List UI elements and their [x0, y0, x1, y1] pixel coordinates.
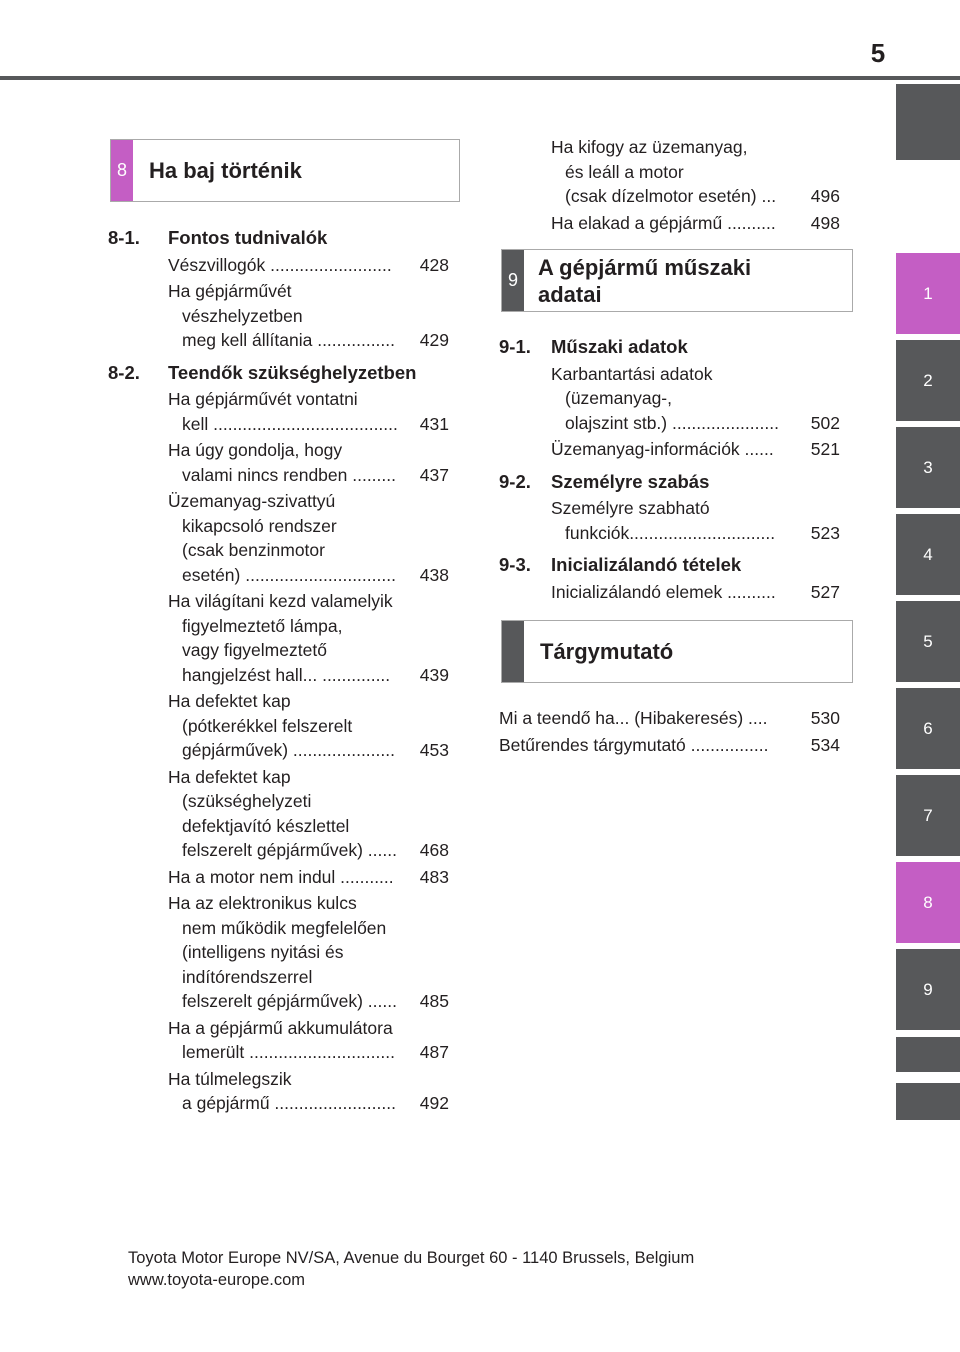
section-header-8 [110, 139, 460, 202]
toc-entry-page: 521 [810, 439, 840, 459]
toc-entry-text: Ha világítani kezd valamelyik figyelmeztető lámpa, vagy figyelmeztető hangjelzést hall... .............. [168, 591, 393, 685]
chapter-tab-1[interactable]: 1 [896, 253, 960, 334]
toc-entry-page: 502 [810, 412, 840, 433]
chapter-title: Személyre szabás [551, 470, 710, 492]
toc-left-column [108, 226, 449, 1118]
toc-entry-text: Ha defektet kap (pótkerékkel felszerelt gépjárművek) ..................... [168, 691, 395, 760]
toc-entry-text: Üzemanyag-szivattyú kikapcsoló rendszer (csak benzinmotor esetén) ............................... [168, 491, 396, 585]
toc-entry-text: Inicializálandó elemek .......... [551, 581, 776, 602]
toc-entry-text: Üzemanyag-információk ...... [551, 439, 774, 459]
toc-entry-page: 431 [419, 413, 449, 434]
toc-entry-page: 437 [419, 464, 449, 485]
toc-entry-page: 429 [419, 330, 449, 350]
chapter-title: Fontos tudnivalók [168, 227, 328, 248]
chapter-tab-2[interactable]: 2 [896, 340, 960, 421]
toc-entry-text: Ha a motor nem indul ........... [168, 866, 394, 887]
toc-entry[interactable] [168, 765, 449, 863]
chapter-number: 9-1. [499, 336, 531, 357]
toc-entry[interactable] [168, 865, 449, 890]
toc-entry[interactable] [168, 438, 449, 487]
chapter-tab-5[interactable]: 5 [896, 601, 960, 682]
chapter-number: 9-3. [499, 554, 531, 575]
toc-entry[interactable] [168, 279, 449, 353]
index-entry-text: Betűrendes tárgymutató ................ [499, 734, 769, 755]
footer-url[interactable]: www.toyota-europe.com [128, 1271, 305, 1289]
section-marker [502, 621, 524, 682]
section-number-badge: 9 [502, 250, 524, 311]
toc-entry-page: 485 [419, 991, 449, 1011]
toc-entry-page: 439 [419, 664, 449, 685]
toc-entry[interactable] [551, 580, 840, 605]
index-entry-page: 530 [810, 708, 840, 728]
chapter-heading [108, 361, 449, 386]
toc-entry-page: 483 [419, 866, 449, 887]
chapter-tab-blank[interactable] [896, 1037, 960, 1072]
chapter-number: 8-2. [108, 361, 140, 383]
toc-entry-page: 428 [419, 254, 449, 275]
toc-right-top [499, 135, 840, 237]
toc-entry[interactable] [168, 489, 449, 587]
toc-entry-text: Ha az elektronikus kulcs nem működik megfelelően (intelligens nyitási és indítórendszerrel felszerelt gépjárművek) ...... [168, 893, 397, 1011]
toc-entry-text: Karbantartási adatok (üzemanyag-, olajszint stb.) ...................... [551, 363, 779, 433]
section-header-index [501, 620, 853, 683]
section-title: A gépjármű műszaki adatai [538, 254, 752, 307]
toc-entry-text: Személyre szabható funkciók.............................. [551, 498, 776, 543]
toc-entry[interactable] [551, 437, 840, 462]
toc-entry[interactable] [168, 589, 449, 687]
section-title: Tárgymutató [540, 639, 674, 664]
toc-entry[interactable] [551, 211, 840, 236]
toc-entry-page: 492 [419, 1093, 449, 1113]
toc-entry-page: 496 [810, 186, 840, 206]
section-number-badge: 8 [111, 140, 133, 201]
toc-entry-text: Ha túlmelegszik a gépjármű ......................... [168, 1068, 396, 1113]
chapter-tab-9[interactable]: 9 [896, 949, 960, 1030]
chapter-tab-8[interactable]: 8 [896, 862, 960, 943]
toc-entry-text: Vészvillogók ......................... [168, 254, 392, 275]
chapter-title: Inicializálandó tételek [551, 554, 742, 575]
toc-entry-page: 438 [419, 564, 449, 585]
toc-entry-text: Ha gépjárművét vontatni kell ...................................... [168, 389, 398, 434]
footer [128, 1247, 694, 1291]
index-entry-text: Mi a teendő ha... (Hibakeresés) .... [499, 708, 768, 728]
chapter-heading [499, 335, 840, 360]
toc-entry[interactable] [168, 1067, 449, 1116]
chapter-tab-7[interactable]: 7 [896, 775, 960, 856]
footer-address: Toyota Motor Europe NV/SA, Avenue du Bourget 60 - 1140 Brussels, Belgium [128, 1249, 695, 1267]
toc-right-middle [499, 335, 840, 606]
toc-entry-text: Ha defektet kap (szükséghelyzeti defektjavító készlettel felszerelt gépjárművek) ...... [168, 766, 397, 860]
toc-entry-text: Ha kifogy az üzemanyag, és leáll a motor (csak dízelmotor esetén) ... [551, 137, 777, 206]
header-rule [0, 76, 960, 80]
chapter-tab-3[interactable]: 3 [896, 427, 960, 508]
toc-entry[interactable] [168, 891, 449, 1014]
toc-entry-text: Ha elakad a gépjármű .......... [551, 212, 776, 233]
toc-entry[interactable] [551, 135, 840, 209]
toc-entry[interactable] [551, 362, 840, 436]
toc-entry-text: Ha úgy gondolja, hogy valami nincs rendben ......... [168, 440, 396, 485]
index-entry[interactable] [499, 733, 840, 758]
toc-entry[interactable] [551, 496, 840, 545]
toc-entry-text: Ha gépjárművét vészhelyzetben meg kell állítania ................ [168, 281, 395, 350]
toc-entry-text: Ha a gépjármű akkumulátora lemerült .............................. [168, 1017, 395, 1062]
chapter-heading [108, 226, 449, 251]
chapter-heading [499, 470, 840, 495]
toc-entry[interactable] [168, 387, 449, 436]
section-title: Ha baj történik [149, 158, 302, 183]
chapter-title: Teendők szükséghelyzetben [168, 361, 417, 383]
toc-entry-page: 498 [810, 212, 840, 233]
index-entry[interactable] [499, 706, 840, 731]
toc-entry-page: 453 [419, 740, 449, 760]
toc-entry-page: 487 [419, 1042, 449, 1062]
toc-index-entries [499, 706, 840, 759]
chapter-number: 8-1. [108, 227, 140, 248]
toc-entry[interactable] [168, 1016, 449, 1065]
chapter-title: Műszaki adatok [551, 336, 688, 357]
index-entry-page: 534 [810, 734, 840, 755]
page-number: 5 [870, 38, 886, 68]
chapter-number: 9-2. [499, 470, 531, 492]
section-header-9 [501, 249, 853, 312]
toc-entry-page: 468 [419, 840, 449, 860]
toc-entry-page: 527 [810, 581, 840, 602]
chapter-heading [499, 553, 840, 578]
chapter-tab-blank[interactable] [896, 84, 960, 160]
chapter-tab-blank[interactable] [896, 1083, 960, 1120]
toc-entry[interactable] [168, 253, 449, 278]
chapter-tab-4[interactable]: 4 [896, 514, 960, 595]
chapter-tab-6[interactable]: 6 [896, 688, 960, 769]
toc-entry[interactable] [168, 689, 449, 763]
toc-entry-page: 523 [810, 522, 840, 543]
